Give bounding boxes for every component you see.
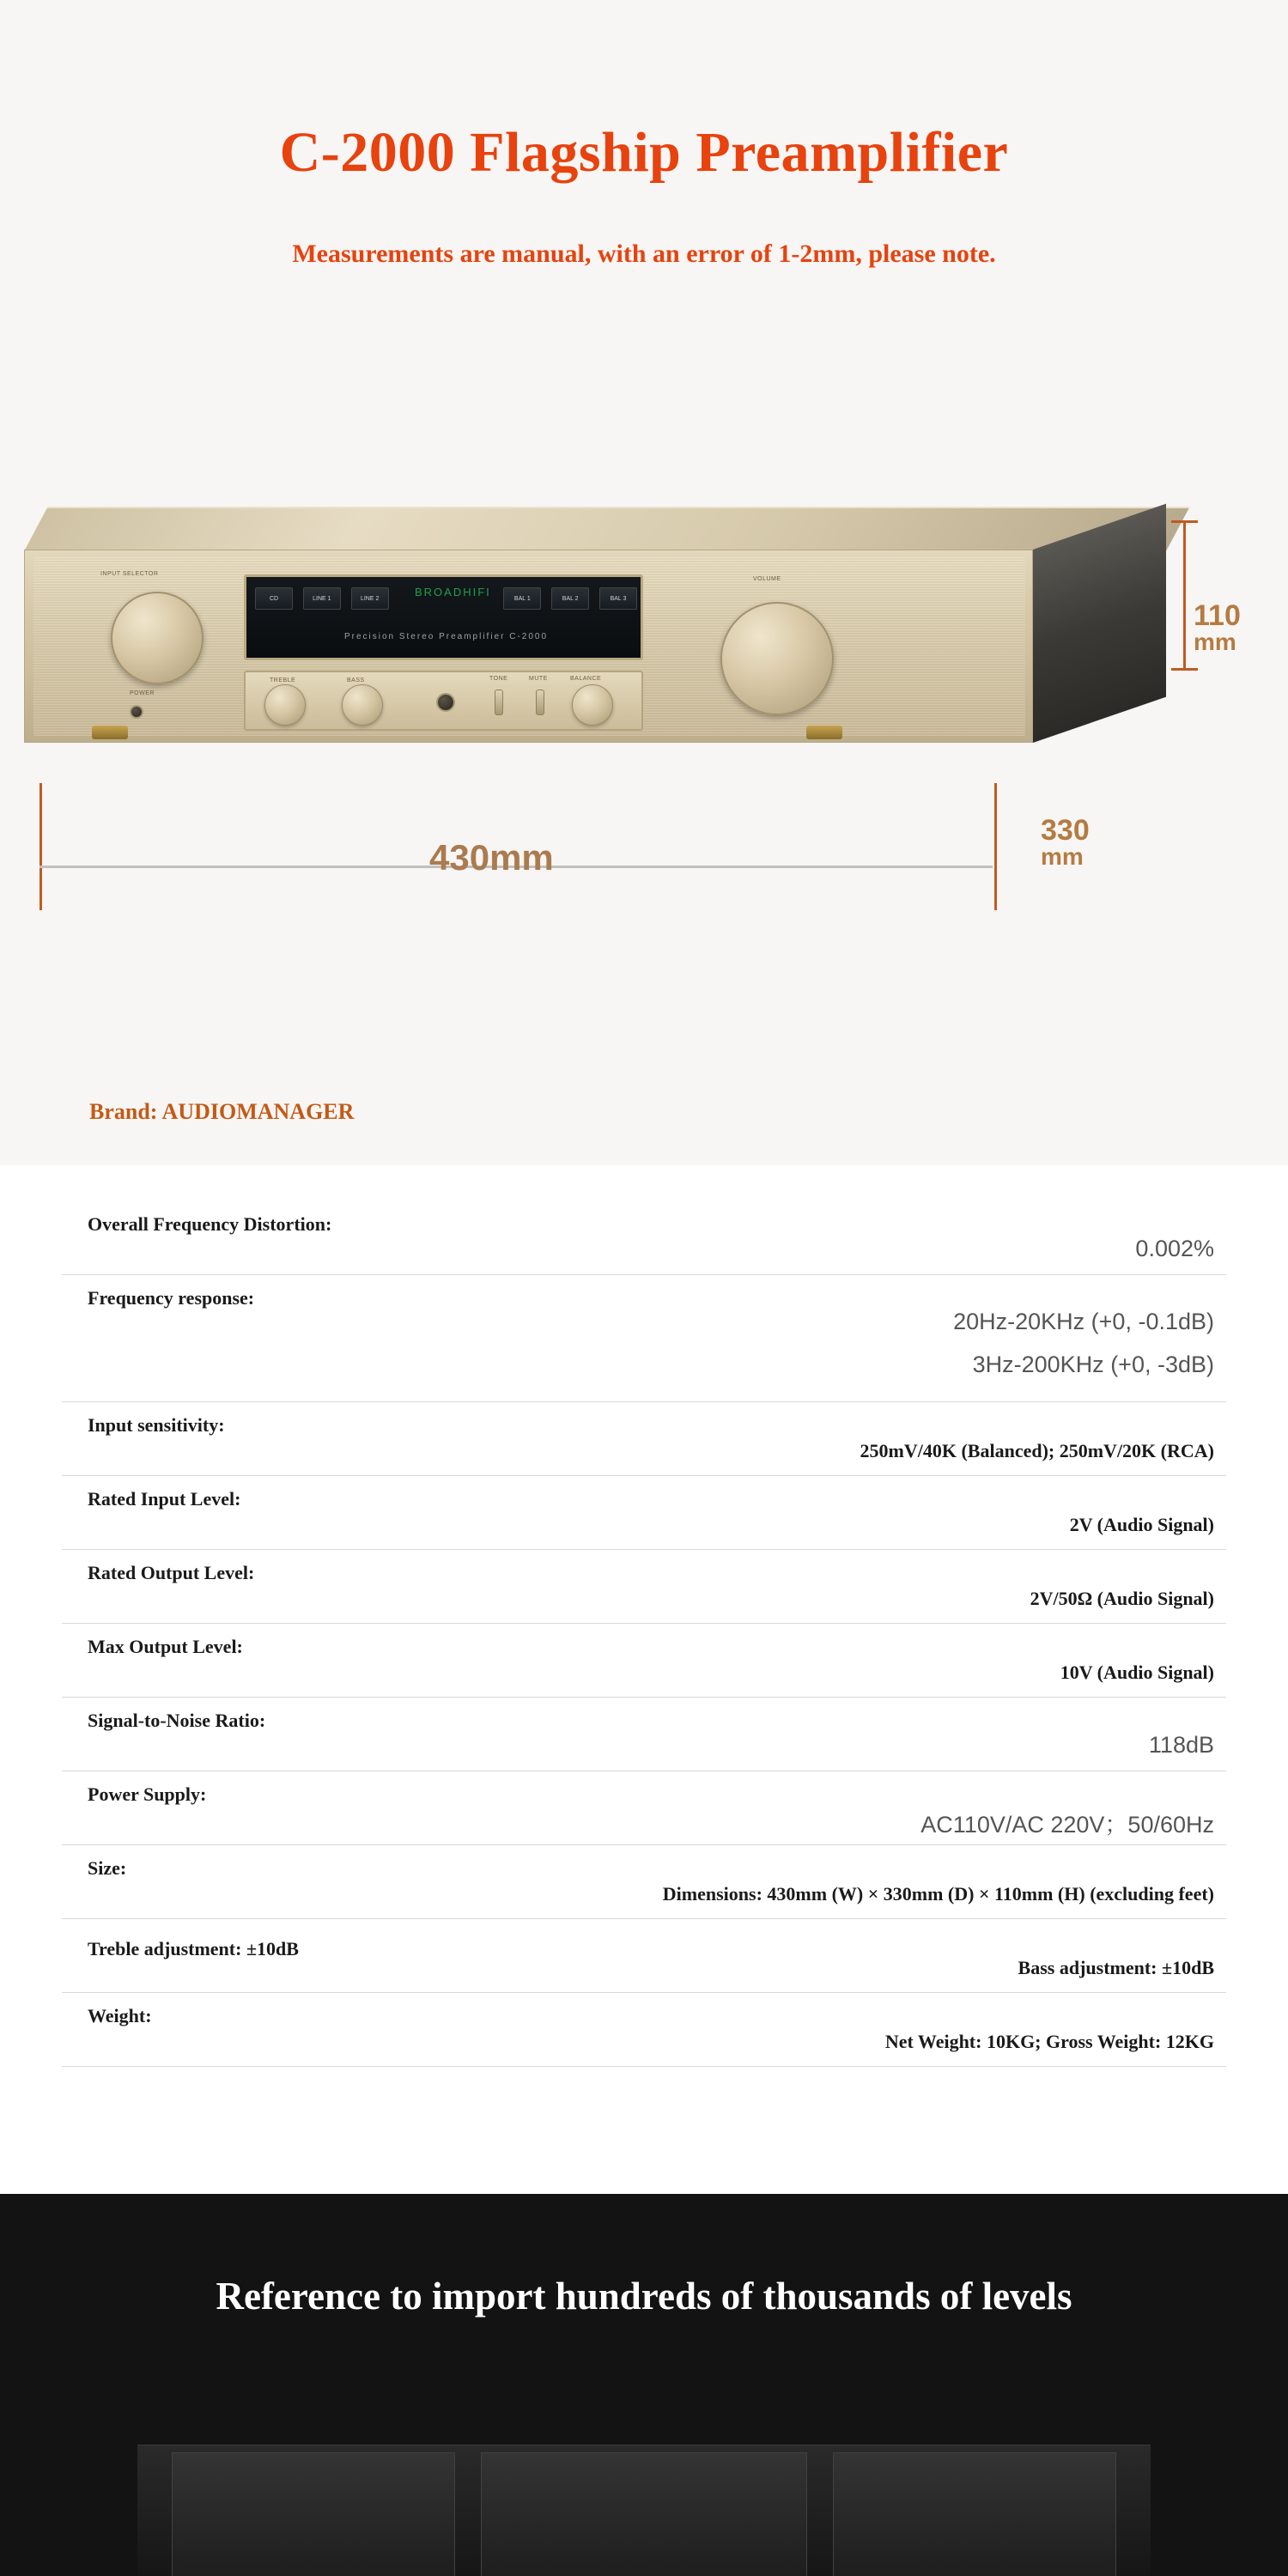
spec-label: Power Supply: — [88, 1783, 207, 1805]
rack-unit — [172, 2452, 455, 2576]
height-value: 110 — [1194, 599, 1241, 632]
spec-value: 250mV/40K (Balanced); 250mV/20K (RCA) — [860, 1440, 1214, 1461]
brand-label: Brand: AUDIOMANAGER — [89, 1099, 355, 1124]
spec-value-line2: 3Hz-200KHz (+0, -3dB) — [972, 1351, 1214, 1377]
measurement-note: Measurements are manual, with an error of 1-2mm, please note. — [292, 240, 996, 268]
spec-value — [953, 1275, 1226, 1387]
headphone-jack[interactable] — [436, 693, 455, 712]
bass-knob[interactable] — [342, 684, 383, 726]
page-title: C-2000 Flagship Preamplifier — [279, 121, 1009, 184]
chassis-foot — [806, 726, 842, 739]
brand-logo: BROADHIFI — [415, 586, 491, 598]
mute-switch[interactable] — [536, 690, 544, 715]
mute-label: MUTE — [529, 676, 548, 682]
display-button[interactable]: BAL 1 — [503, 587, 541, 610]
hero-section — [0, 0, 1288, 1165]
lower-control-panel — [244, 671, 643, 731]
volume-label: VOLUME — [753, 576, 781, 582]
power-button[interactable] — [130, 705, 143, 719]
amplifier-front-face — [33, 557, 1025, 736]
spec-label: Size: — [88, 1857, 127, 1879]
spec-value: 118dB — [1148, 1732, 1214, 1758]
rack-illustration — [137, 2445, 1151, 2576]
display-button[interactable]: CD — [255, 587, 293, 610]
spec-row — [62, 1476, 1226, 1550]
product-image — [0, 481, 1288, 927]
height-unit: mm — [1194, 629, 1236, 655]
spec-row — [62, 1845, 1226, 1919]
treble-knob[interactable] — [264, 684, 306, 726]
power-label: POWER — [130, 690, 155, 696]
width-dimension-label: 430mm — [429, 837, 554, 878]
spec-label: Overall Frequency Distortion: — [88, 1213, 332, 1235]
spec-row — [62, 1550, 1226, 1624]
spec-label: Rated Output Level: — [88, 1562, 255, 1583]
spec-label: Rated Input Level: — [88, 1488, 241, 1510]
chassis-foot — [92, 726, 128, 739]
balance-knob[interactable] — [572, 684, 613, 726]
tone-switch[interactable] — [495, 690, 503, 715]
spec-value-line1: 20Hz-20KHz (+0, -0.1dB) — [953, 1309, 1214, 1334]
spec-label: Weight: — [88, 2005, 152, 2026]
spec-row — [62, 1771, 1226, 1845]
treble-label: TREBLE — [270, 677, 296, 683]
spec-row — [62, 1993, 1226, 2067]
spec-row — [62, 1275, 1226, 1402]
display-button[interactable]: BAL 2 — [551, 587, 589, 610]
input-selector-knob[interactable] — [111, 592, 204, 684]
depth-unit: mm — [1041, 843, 1084, 870]
spec-label: Max Output Level: — [88, 1636, 243, 1657]
spec-value: AC110V/AC 220V；50/60Hz — [920, 1812, 1214, 1838]
spec-label: Treble adjustment: ±10dB — [88, 1938, 299, 1959]
bottom-banner — [0, 2194, 1288, 2576]
bass-label: BASS — [347, 677, 365, 683]
spec-label: Frequency response: — [88, 1287, 255, 1309]
volume-knob[interactable] — [720, 602, 834, 715]
spec-value: 10V (Audio Signal) — [1060, 1662, 1214, 1683]
height-dimension-line — [1183, 520, 1186, 671]
balance-label: BALANCE — [570, 676, 602, 682]
amplifier-top-plate — [24, 507, 1190, 551]
rack-unit — [833, 2452, 1116, 2576]
width-dimension-cap-left — [39, 783, 42, 910]
spec-row — [62, 1402, 1226, 1476]
front-display-panel — [244, 574, 643, 660]
spec-row — [62, 1624, 1226, 1698]
height-dimension-label — [1194, 601, 1241, 654]
spec-row — [62, 1201, 1226, 1275]
depth-dimension-line — [994, 783, 997, 910]
height-dimension-cap-bottom — [1171, 668, 1198, 671]
display-button[interactable]: BAL 3 — [599, 587, 637, 610]
spec-row — [62, 1698, 1226, 1771]
tone-label: TONE — [489, 676, 508, 682]
spec-value: 2V (Audio Signal) — [1069, 1514, 1214, 1535]
specifications-table — [0, 1165, 1288, 2194]
depth-dimension-label — [1041, 816, 1090, 869]
spec-value: 2V/50Ω (Audio Signal) — [1030, 1588, 1214, 1609]
input-selector-label: INPUT SELECTOR — [100, 571, 159, 577]
depth-value: 330 — [1041, 814, 1090, 847]
spec-label: Input sensitivity: — [88, 1414, 225, 1436]
model-text: Precision Stereo Preamplifier C-2000 — [343, 632, 549, 641]
display-button[interactable]: LINE 1 — [303, 587, 341, 610]
rack-unit — [481, 2452, 807, 2576]
display-button[interactable]: LINE 2 — [351, 587, 389, 610]
spec-value: Dimensions: 430mm (W) × 330mm (D) × 110mm (H) (excluding feet) — [662, 1883, 1214, 1905]
amplifier-body — [24, 550, 1033, 743]
spec-row — [62, 1919, 1226, 1993]
banner-title: Reference to import hundreds of thousands of levels — [216, 2275, 1072, 2318]
amplifier-illustration — [24, 507, 1166, 738]
spec-value: 0.002% — [1135, 1236, 1214, 1261]
spec-value: Net Weight: 10KG; Gross Weight: 12KG — [884, 2031, 1214, 2052]
spec-label: Signal-to-Noise Ratio: — [88, 1710, 266, 1731]
spec-value: Bass adjustment: ±10dB — [1018, 1957, 1214, 1978]
